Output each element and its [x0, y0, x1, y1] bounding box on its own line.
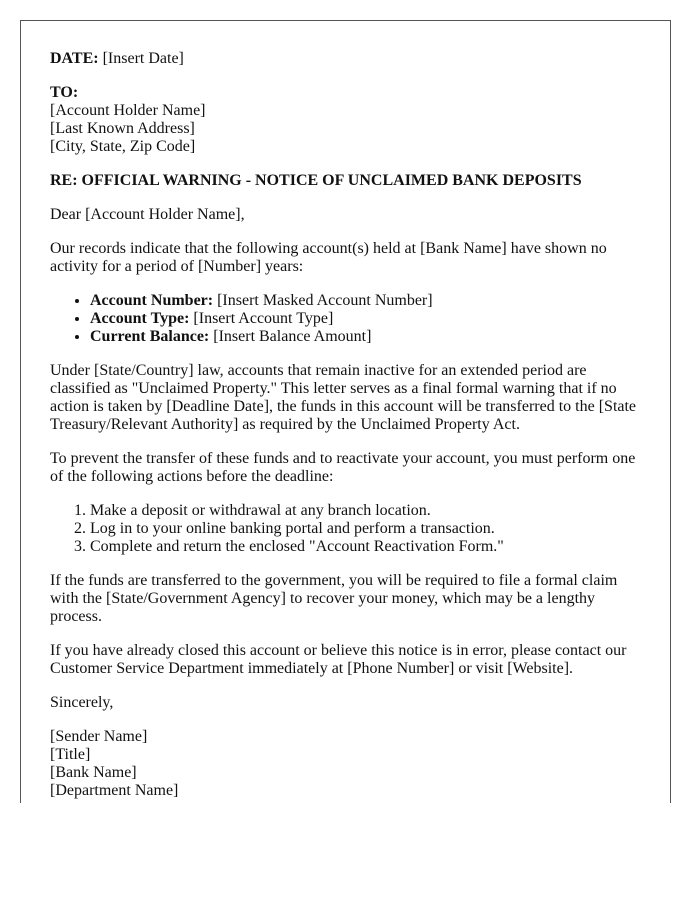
paragraph-prevent-transfer: To prevent the transfer of these funds and to reactivate your account, you must perform one of the following actions before the deadline: [50, 450, 636, 485]
account-type-item [90, 310, 640, 328]
paragraph-government-claim: If the funds are transferred to the government, you will be required to file a formal claim with the [State/Government Agency] to recover your money, which may be a lengthy process. [50, 572, 618, 625]
salutation: Dear [Account Holder Name], [50, 206, 245, 223]
letter-content [50, 50, 640, 800]
paragraph-contact: If you have already closed this account or believe this notice is in error, please contact our Customer Service Department immediately at [Phone Number] or visit [Website]. [50, 642, 627, 677]
date-line [50, 50, 640, 68]
recipient-block [50, 84, 640, 156]
signature-block [50, 728, 640, 800]
subject-line: RE: OFFICIAL WARNING - NOTICE OF UNCLAIMED BANK DEPOSITS [50, 172, 582, 189]
account-number-item [90, 292, 640, 310]
sender-bank-name: [Bank Name] [50, 764, 137, 781]
date-label: DATE: [50, 50, 99, 67]
sender-title: [Title] [50, 746, 91, 763]
sender-name: [Sender Name] [50, 728, 148, 745]
sender-department: [Department Name] [50, 782, 179, 799]
recipient-city-state-zip: [City, State, Zip Code] [50, 138, 196, 155]
action-item: 1. Make a deposit or withdrawal at any branch location. [90, 502, 640, 520]
account-type-value: [Insert Account Type] [189, 310, 334, 327]
closing: Sincerely, [50, 694, 114, 711]
paragraph-inactivity: Our records indicate that the following account(s) held at [Bank Name] have shown no activity for a period of [Number] years: [50, 240, 607, 275]
account-type-label: Account Type: [90, 310, 190, 327]
current-balance-label: Current Balance: [90, 328, 210, 345]
date-value: [Insert Date] [98, 50, 184, 67]
current-balance-item [90, 328, 640, 346]
reactivation-actions-list [50, 502, 640, 556]
account-details-list [50, 292, 640, 346]
to-label: TO: [50, 84, 79, 101]
account-number-value: [Insert Masked Account Number] [213, 292, 433, 309]
action-item: 3. Complete and return the enclosed "Account Reactivation Form." [90, 538, 640, 556]
action-item: 2. Log in to your online banking portal and perform a transaction. [90, 520, 640, 538]
recipient-name: [Account Holder Name] [50, 102, 206, 119]
letter-page [20, 20, 671, 803]
paragraph-unclaimed-property: Under [State/Country] law, accounts that remain inactive for an extended period are classified as "Unclaimed Property." This letter serves as a final formal warning that if no action is taken by [Deadline Date], the funds in this account will be transferred to the [State Treasury/Relevant Authority] as required by the Unclaimed Property Act. [50, 362, 637, 433]
recipient-address: [Last Known Address] [50, 120, 195, 137]
account-number-label: Account Number: [90, 292, 214, 309]
current-balance-value: [Insert Balance Amount] [209, 328, 372, 345]
